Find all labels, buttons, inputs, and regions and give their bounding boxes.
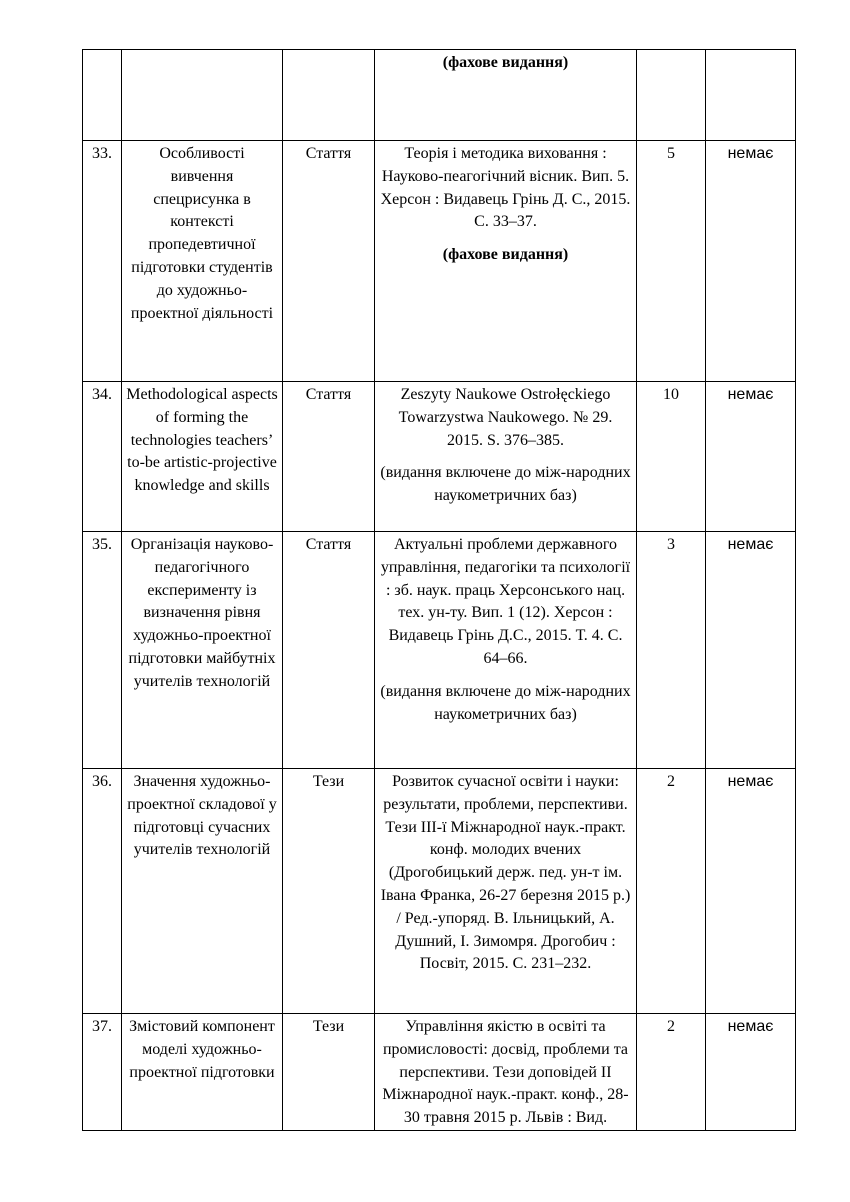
publication-title: Організація науково-педагогічного експерименту із визначення рівня художньо-проектної підготовки майбутніх учителів технологій [122,532,283,769]
publications-table [82,49,796,1131]
publication-output [375,769,637,1014]
table-row [83,382,796,532]
row-number: 37. [83,1014,122,1131]
publication-type: Тези [283,1014,375,1131]
publication-title: Methodological aspects of forming the technologies teachers’ to-be artistic-projective knowledge and skills [122,382,283,532]
page-count: 5 [637,141,706,382]
cell-type [283,50,375,141]
publication-output [375,532,637,769]
page-count: 10 [637,382,706,532]
publication-source: Zeszyty Naukowe Ostrołęckiego Towarzystwa Naukowego. № 29. 2015. S. 376–385. [398,386,613,449]
page-count: 3 [637,532,706,769]
publication-type: Тези [283,769,375,1014]
publication-note: (фахове видання) [442,246,569,264]
cell-num [83,50,122,141]
publication-title: Змістовий компонент моделі художньо-проектної підготовки [122,1014,283,1131]
table-row [83,769,796,1014]
publication-output [375,382,637,532]
table-row [83,532,796,769]
publication-title: Особливості вивчення спецрисунка в контексті пропедевтичної підготовки студентів до художньо-проектної діяльності [122,141,283,382]
table-row [83,1014,796,1131]
publication-output [375,1014,637,1131]
publication-source: Розвиток сучасної освіти і науки: результати, проблеми, перспективи. Тези ІІІ-ї Міжнародної наук.-практ. конф. молодих вчених (Дрогобицький держ. пед. ун-т ім. Івана Франка, 26-27 березня 2015 р.) / Ред.-упоряд. В. Ільницький, А. Душний, І. Зимомря. Дрогобич : Посвіт, 2015. С. 231–232. [380,773,631,973]
row-number: 36. [83,769,122,1014]
table-row-continuation [83,50,796,141]
publication-note: (фахове видання) [442,54,569,71]
publication-note: (видання включене до між-народних наукометричних баз) [380,464,631,505]
publication-type: Стаття [283,532,375,769]
publication-type: Стаття [283,382,375,532]
cell-pages [637,50,706,141]
publication-type: Стаття [283,141,375,382]
coauthors: немає [706,382,796,532]
publication-output [375,141,637,382]
page-count: 2 [637,1014,706,1131]
row-number: 35. [83,532,122,769]
publication-source: Теорія і методика виховання : Науково-пеагогічний вісник. Вип. 5. Херсон : Видавець Грінь Д. С., 2015. С. 33–37. [380,145,631,231]
row-number: 33. [83,141,122,382]
publication-source: Управління якістю в освіті та промисловості: досвід, проблеми та перспективи. Тези доповідей ІІ Міжнародної наук.-практ. конф., 28-30 травня 2015 р. Львів : Вид. [382,1018,629,1127]
cell-title [122,50,283,141]
coauthors: немає [706,141,796,382]
coauthors: немає [706,1014,796,1131]
publication-note: (видання включене до між-народних наукометричних баз) [380,682,631,723]
cell-output [375,50,637,141]
row-number: 34. [83,382,122,532]
coauthors: немає [706,769,796,1014]
table-row [83,141,796,382]
coauthors: немає [706,532,796,769]
publication-source: Актуальні проблеми державного управління, педагогіки та психології : зб. наук. праць Херсонського нац. тех. ун-ту. Вип. 1 (12). Херсон : Видавець Грінь Д.С., 2015. Т. 4. С. 64–66. [380,536,631,667]
page-count: 2 [637,769,706,1014]
cell-coauthors [706,50,796,141]
publication-title: Значення художньо-проектної складової у підготовці сучасних учителів технологій [122,769,283,1014]
